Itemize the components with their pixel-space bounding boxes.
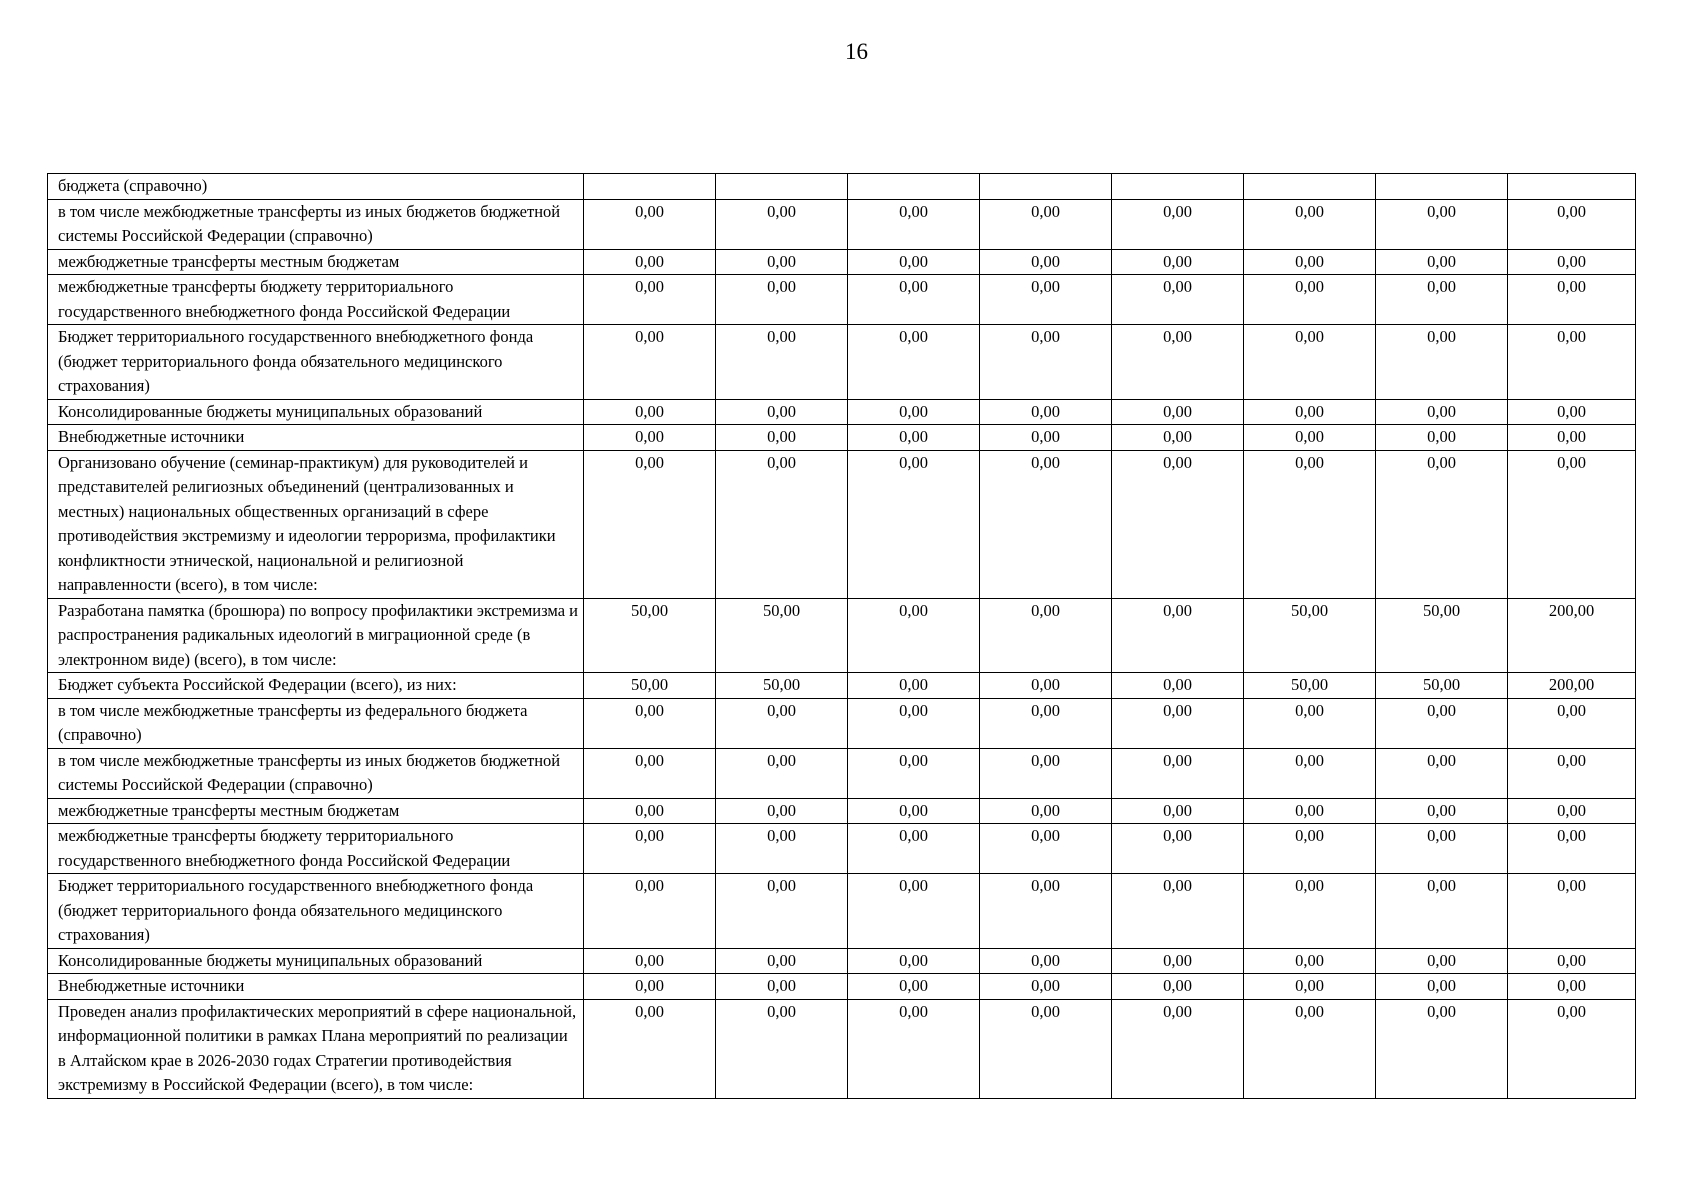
row-value-col-1 xyxy=(584,174,716,200)
row-value-col-7: 0,00 xyxy=(1376,748,1508,798)
row-value-col-8: 200,00 xyxy=(1508,673,1636,699)
row-value-col-7: 50,00 xyxy=(1376,598,1508,673)
row-label: межбюджетные трансферты бюджету территориального государственного внебюджетного фонда Российской Федерации xyxy=(48,275,584,325)
row-value-col-5: 0,00 xyxy=(1112,874,1244,949)
table-row xyxy=(48,948,1636,974)
row-value-col-2 xyxy=(716,174,848,200)
table-row xyxy=(48,698,1636,748)
row-value-col-1: 0,00 xyxy=(584,874,716,949)
row-value-col-5: 0,00 xyxy=(1112,275,1244,325)
row-value-col-7: 0,00 xyxy=(1376,399,1508,425)
row-value-col-2: 0,00 xyxy=(716,425,848,451)
row-value-col-2: 0,00 xyxy=(716,399,848,425)
row-value-col-1: 0,00 xyxy=(584,698,716,748)
row-value-col-6: 0,00 xyxy=(1244,698,1376,748)
table-row xyxy=(48,275,1636,325)
row-value-col-7: 50,00 xyxy=(1376,673,1508,699)
row-value-col-6: 0,00 xyxy=(1244,275,1376,325)
table-row xyxy=(48,748,1636,798)
row-value-col-7: 0,00 xyxy=(1376,698,1508,748)
row-label: Консолидированные бюджеты муниципальных образований xyxy=(48,399,584,425)
row-value-col-3: 0,00 xyxy=(848,425,980,451)
row-value-col-4 xyxy=(980,174,1112,200)
row-value-col-6: 0,00 xyxy=(1244,974,1376,1000)
table-row xyxy=(48,974,1636,1000)
row-value-col-3: 0,00 xyxy=(848,199,980,249)
row-value-col-4: 0,00 xyxy=(980,974,1112,1000)
row-value-col-4: 0,00 xyxy=(980,249,1112,275)
row-value-col-2: 0,00 xyxy=(716,874,848,949)
row-value-col-3: 0,00 xyxy=(848,874,980,949)
row-value-col-2: 0,00 xyxy=(716,824,848,874)
table-row xyxy=(48,673,1636,699)
row-value-col-6: 0,00 xyxy=(1244,199,1376,249)
row-value-col-1: 0,00 xyxy=(584,399,716,425)
row-value-col-3: 0,00 xyxy=(848,325,980,400)
table-row xyxy=(48,174,1636,200)
row-value-col-6: 0,00 xyxy=(1244,948,1376,974)
row-value-col-8: 0,00 xyxy=(1508,974,1636,1000)
row-value-col-7: 0,00 xyxy=(1376,450,1508,598)
row-value-col-2: 50,00 xyxy=(716,598,848,673)
table-row xyxy=(48,874,1636,949)
row-value-col-6 xyxy=(1244,174,1376,200)
row-value-col-3: 0,00 xyxy=(848,249,980,275)
row-value-col-5: 0,00 xyxy=(1112,450,1244,598)
row-value-col-1: 0,00 xyxy=(584,325,716,400)
row-value-col-5: 0,00 xyxy=(1112,249,1244,275)
row-value-col-1: 0,00 xyxy=(584,249,716,275)
row-value-col-3: 0,00 xyxy=(848,698,980,748)
row-label: межбюджетные трансферты бюджету территориального государственного внебюджетного фонда Российской Федерации xyxy=(48,824,584,874)
row-value-col-4: 0,00 xyxy=(980,874,1112,949)
row-value-col-2: 0,00 xyxy=(716,748,848,798)
row-value-col-5: 0,00 xyxy=(1112,948,1244,974)
row-value-col-5: 0,00 xyxy=(1112,999,1244,1098)
row-value-col-1: 50,00 xyxy=(584,673,716,699)
row-value-col-7 xyxy=(1376,174,1508,200)
table-row xyxy=(48,999,1636,1098)
row-value-col-8: 0,00 xyxy=(1508,748,1636,798)
table-row xyxy=(48,598,1636,673)
row-label: Проведен анализ профилактических мероприятий в сфере национальной, информационной политики в рамках Плана мероприятий по реализации в Алтайском крае в 2026-2030 годах Стратегии противодействия экстремизму в Российской Федерации (всего), в том числе: xyxy=(48,999,584,1098)
row-value-col-7: 0,00 xyxy=(1376,824,1508,874)
row-value-col-3: 0,00 xyxy=(848,999,980,1098)
row-value-col-2: 0,00 xyxy=(716,798,848,824)
row-value-col-3: 0,00 xyxy=(848,450,980,598)
row-label: бюджета (справочно) xyxy=(48,174,584,200)
row-value-col-5 xyxy=(1112,174,1244,200)
table-row xyxy=(48,450,1636,598)
row-label: в том числе межбюджетные трансферты из иных бюджетов бюджетной системы Российской Федерации (справочно) xyxy=(48,748,584,798)
row-value-col-2: 0,00 xyxy=(716,974,848,1000)
row-value-col-6: 0,00 xyxy=(1244,824,1376,874)
row-value-col-1: 0,00 xyxy=(584,199,716,249)
row-value-col-1: 0,00 xyxy=(584,999,716,1098)
row-value-col-4: 0,00 xyxy=(980,798,1112,824)
row-value-col-3: 0,00 xyxy=(848,275,980,325)
table-row xyxy=(48,199,1636,249)
row-label: Внебюджетные источники xyxy=(48,974,584,1000)
row-value-col-2: 50,00 xyxy=(716,673,848,699)
row-value-col-5: 0,00 xyxy=(1112,824,1244,874)
row-value-col-4: 0,00 xyxy=(980,425,1112,451)
row-value-col-5: 0,00 xyxy=(1112,698,1244,748)
row-label: Внебюджетные источники xyxy=(48,425,584,451)
row-label: Бюджет территориального государственного внебюджетного фонда (бюджет территориального фонда обязательного медицинского страхования) xyxy=(48,874,584,949)
row-value-col-2: 0,00 xyxy=(716,698,848,748)
row-value-col-5: 0,00 xyxy=(1112,325,1244,400)
row-value-col-8: 0,00 xyxy=(1508,425,1636,451)
row-value-col-8: 0,00 xyxy=(1508,249,1636,275)
row-value-col-6: 0,00 xyxy=(1244,999,1376,1098)
table-row xyxy=(48,425,1636,451)
row-value-col-5: 0,00 xyxy=(1112,199,1244,249)
table-row xyxy=(48,325,1636,400)
row-value-col-7: 0,00 xyxy=(1376,948,1508,974)
row-value-col-7: 0,00 xyxy=(1376,999,1508,1098)
row-value-col-5: 0,00 xyxy=(1112,798,1244,824)
row-value-col-8: 0,00 xyxy=(1508,275,1636,325)
row-value-col-4: 0,00 xyxy=(980,325,1112,400)
row-value-col-5: 0,00 xyxy=(1112,748,1244,798)
row-value-col-2: 0,00 xyxy=(716,325,848,400)
row-value-col-6: 50,00 xyxy=(1244,673,1376,699)
row-value-col-3: 0,00 xyxy=(848,948,980,974)
row-value-col-8: 0,00 xyxy=(1508,874,1636,949)
row-value-col-6: 0,00 xyxy=(1244,748,1376,798)
row-label: Бюджет территориального государственного внебюджетного фонда (бюджет территориального фонда обязательного медицинского страхования) xyxy=(48,325,584,400)
row-value-col-4: 0,00 xyxy=(980,824,1112,874)
row-label: Консолидированные бюджеты муниципальных образований xyxy=(48,948,584,974)
row-value-col-7: 0,00 xyxy=(1376,249,1508,275)
row-value-col-7: 0,00 xyxy=(1376,199,1508,249)
row-label: Организовано обучение (семинар-практикум) для руководителей и представителей религиозных объединений (централизованных и местных) национальных общественных организаций в сфере противодействия экстремизму и идеологии терроризма, профилактики конфликтности этнической, национальной и религиозной направленности (всего), в том числе: xyxy=(48,450,584,598)
row-value-col-8: 0,00 xyxy=(1508,824,1636,874)
row-value-col-5: 0,00 xyxy=(1112,673,1244,699)
row-label: в том числе межбюджетные трансферты из федерального бюджета (справочно) xyxy=(48,698,584,748)
row-value-col-3: 0,00 xyxy=(848,798,980,824)
table-row xyxy=(48,798,1636,824)
row-value-col-3: 0,00 xyxy=(848,673,980,699)
row-label: Бюджет субъекта Российской Федерации (всего), из них: xyxy=(48,673,584,699)
row-value-col-4: 0,00 xyxy=(980,199,1112,249)
table-row xyxy=(48,399,1636,425)
row-value-col-3: 0,00 xyxy=(848,748,980,798)
row-label: межбюджетные трансферты местным бюджетам xyxy=(48,798,584,824)
budget-table xyxy=(47,173,1636,1099)
row-value-col-7: 0,00 xyxy=(1376,798,1508,824)
row-value-col-2: 0,00 xyxy=(716,199,848,249)
row-value-col-5: 0,00 xyxy=(1112,425,1244,451)
row-value-col-2: 0,00 xyxy=(716,999,848,1098)
row-value-col-1: 0,00 xyxy=(584,974,716,1000)
row-value-col-1: 0,00 xyxy=(584,948,716,974)
row-value-col-4: 0,00 xyxy=(980,450,1112,598)
row-value-col-3: 0,00 xyxy=(848,399,980,425)
row-value-col-8: 0,00 xyxy=(1508,948,1636,974)
row-value-col-4: 0,00 xyxy=(980,698,1112,748)
table-row xyxy=(48,824,1636,874)
page-number: 16 xyxy=(845,39,868,64)
row-value-col-4: 0,00 xyxy=(980,598,1112,673)
row-value-col-4: 0,00 xyxy=(980,748,1112,798)
row-value-col-8 xyxy=(1508,174,1636,200)
row-value-col-3 xyxy=(848,174,980,200)
table-row xyxy=(48,249,1636,275)
row-value-col-5: 0,00 xyxy=(1112,598,1244,673)
row-value-col-8: 0,00 xyxy=(1508,798,1636,824)
row-value-col-2: 0,00 xyxy=(716,275,848,325)
row-value-col-4: 0,00 xyxy=(980,673,1112,699)
row-value-col-6: 0,00 xyxy=(1244,399,1376,425)
row-value-col-8: 0,00 xyxy=(1508,399,1636,425)
row-value-col-5: 0,00 xyxy=(1112,399,1244,425)
row-value-col-1: 0,00 xyxy=(584,450,716,598)
row-value-col-8: 0,00 xyxy=(1508,999,1636,1098)
row-value-col-2: 0,00 xyxy=(716,249,848,275)
row-value-col-6: 0,00 xyxy=(1244,325,1376,400)
row-value-col-2: 0,00 xyxy=(716,948,848,974)
row-value-col-6: 0,00 xyxy=(1244,425,1376,451)
row-value-col-6: 0,00 xyxy=(1244,249,1376,275)
row-value-col-8: 0,00 xyxy=(1508,199,1636,249)
row-value-col-6: 0,00 xyxy=(1244,874,1376,949)
row-label: в том числе межбюджетные трансферты из иных бюджетов бюджетной системы Российской Федерации (справочно) xyxy=(48,199,584,249)
row-value-col-1: 0,00 xyxy=(584,824,716,874)
row-value-col-7: 0,00 xyxy=(1376,325,1508,400)
row-value-col-4: 0,00 xyxy=(980,275,1112,325)
table-body xyxy=(48,174,1636,1099)
row-value-col-6: 0,00 xyxy=(1244,450,1376,598)
row-value-col-3: 0,00 xyxy=(848,824,980,874)
row-value-col-1: 0,00 xyxy=(584,275,716,325)
row-value-col-7: 0,00 xyxy=(1376,275,1508,325)
row-value-col-4: 0,00 xyxy=(980,999,1112,1098)
row-value-col-7: 0,00 xyxy=(1376,974,1508,1000)
row-value-col-6: 50,00 xyxy=(1244,598,1376,673)
row-label: межбюджетные трансферты местным бюджетам xyxy=(48,249,584,275)
row-value-col-8: 0,00 xyxy=(1508,325,1636,400)
row-value-col-1: 0,00 xyxy=(584,748,716,798)
row-value-col-4: 0,00 xyxy=(980,399,1112,425)
row-label: Разработана памятка (брошюра) по вопросу профилактики экстремизма и распространения радикальных идеологий в миграционной среде (в электронном виде) (всего), в том числе: xyxy=(48,598,584,673)
row-value-col-2: 0,00 xyxy=(716,450,848,598)
row-value-col-4: 0,00 xyxy=(980,948,1112,974)
row-value-col-5: 0,00 xyxy=(1112,974,1244,1000)
row-value-col-1: 50,00 xyxy=(584,598,716,673)
row-value-col-6: 0,00 xyxy=(1244,798,1376,824)
row-value-col-3: 0,00 xyxy=(848,598,980,673)
row-value-col-1: 0,00 xyxy=(584,798,716,824)
row-value-col-7: 0,00 xyxy=(1376,874,1508,949)
row-value-col-8: 0,00 xyxy=(1508,450,1636,598)
row-value-col-1: 0,00 xyxy=(584,425,716,451)
row-value-col-8: 200,00 xyxy=(1508,598,1636,673)
row-value-col-7: 0,00 xyxy=(1376,425,1508,451)
row-value-col-8: 0,00 xyxy=(1508,698,1636,748)
row-value-col-3: 0,00 xyxy=(848,974,980,1000)
